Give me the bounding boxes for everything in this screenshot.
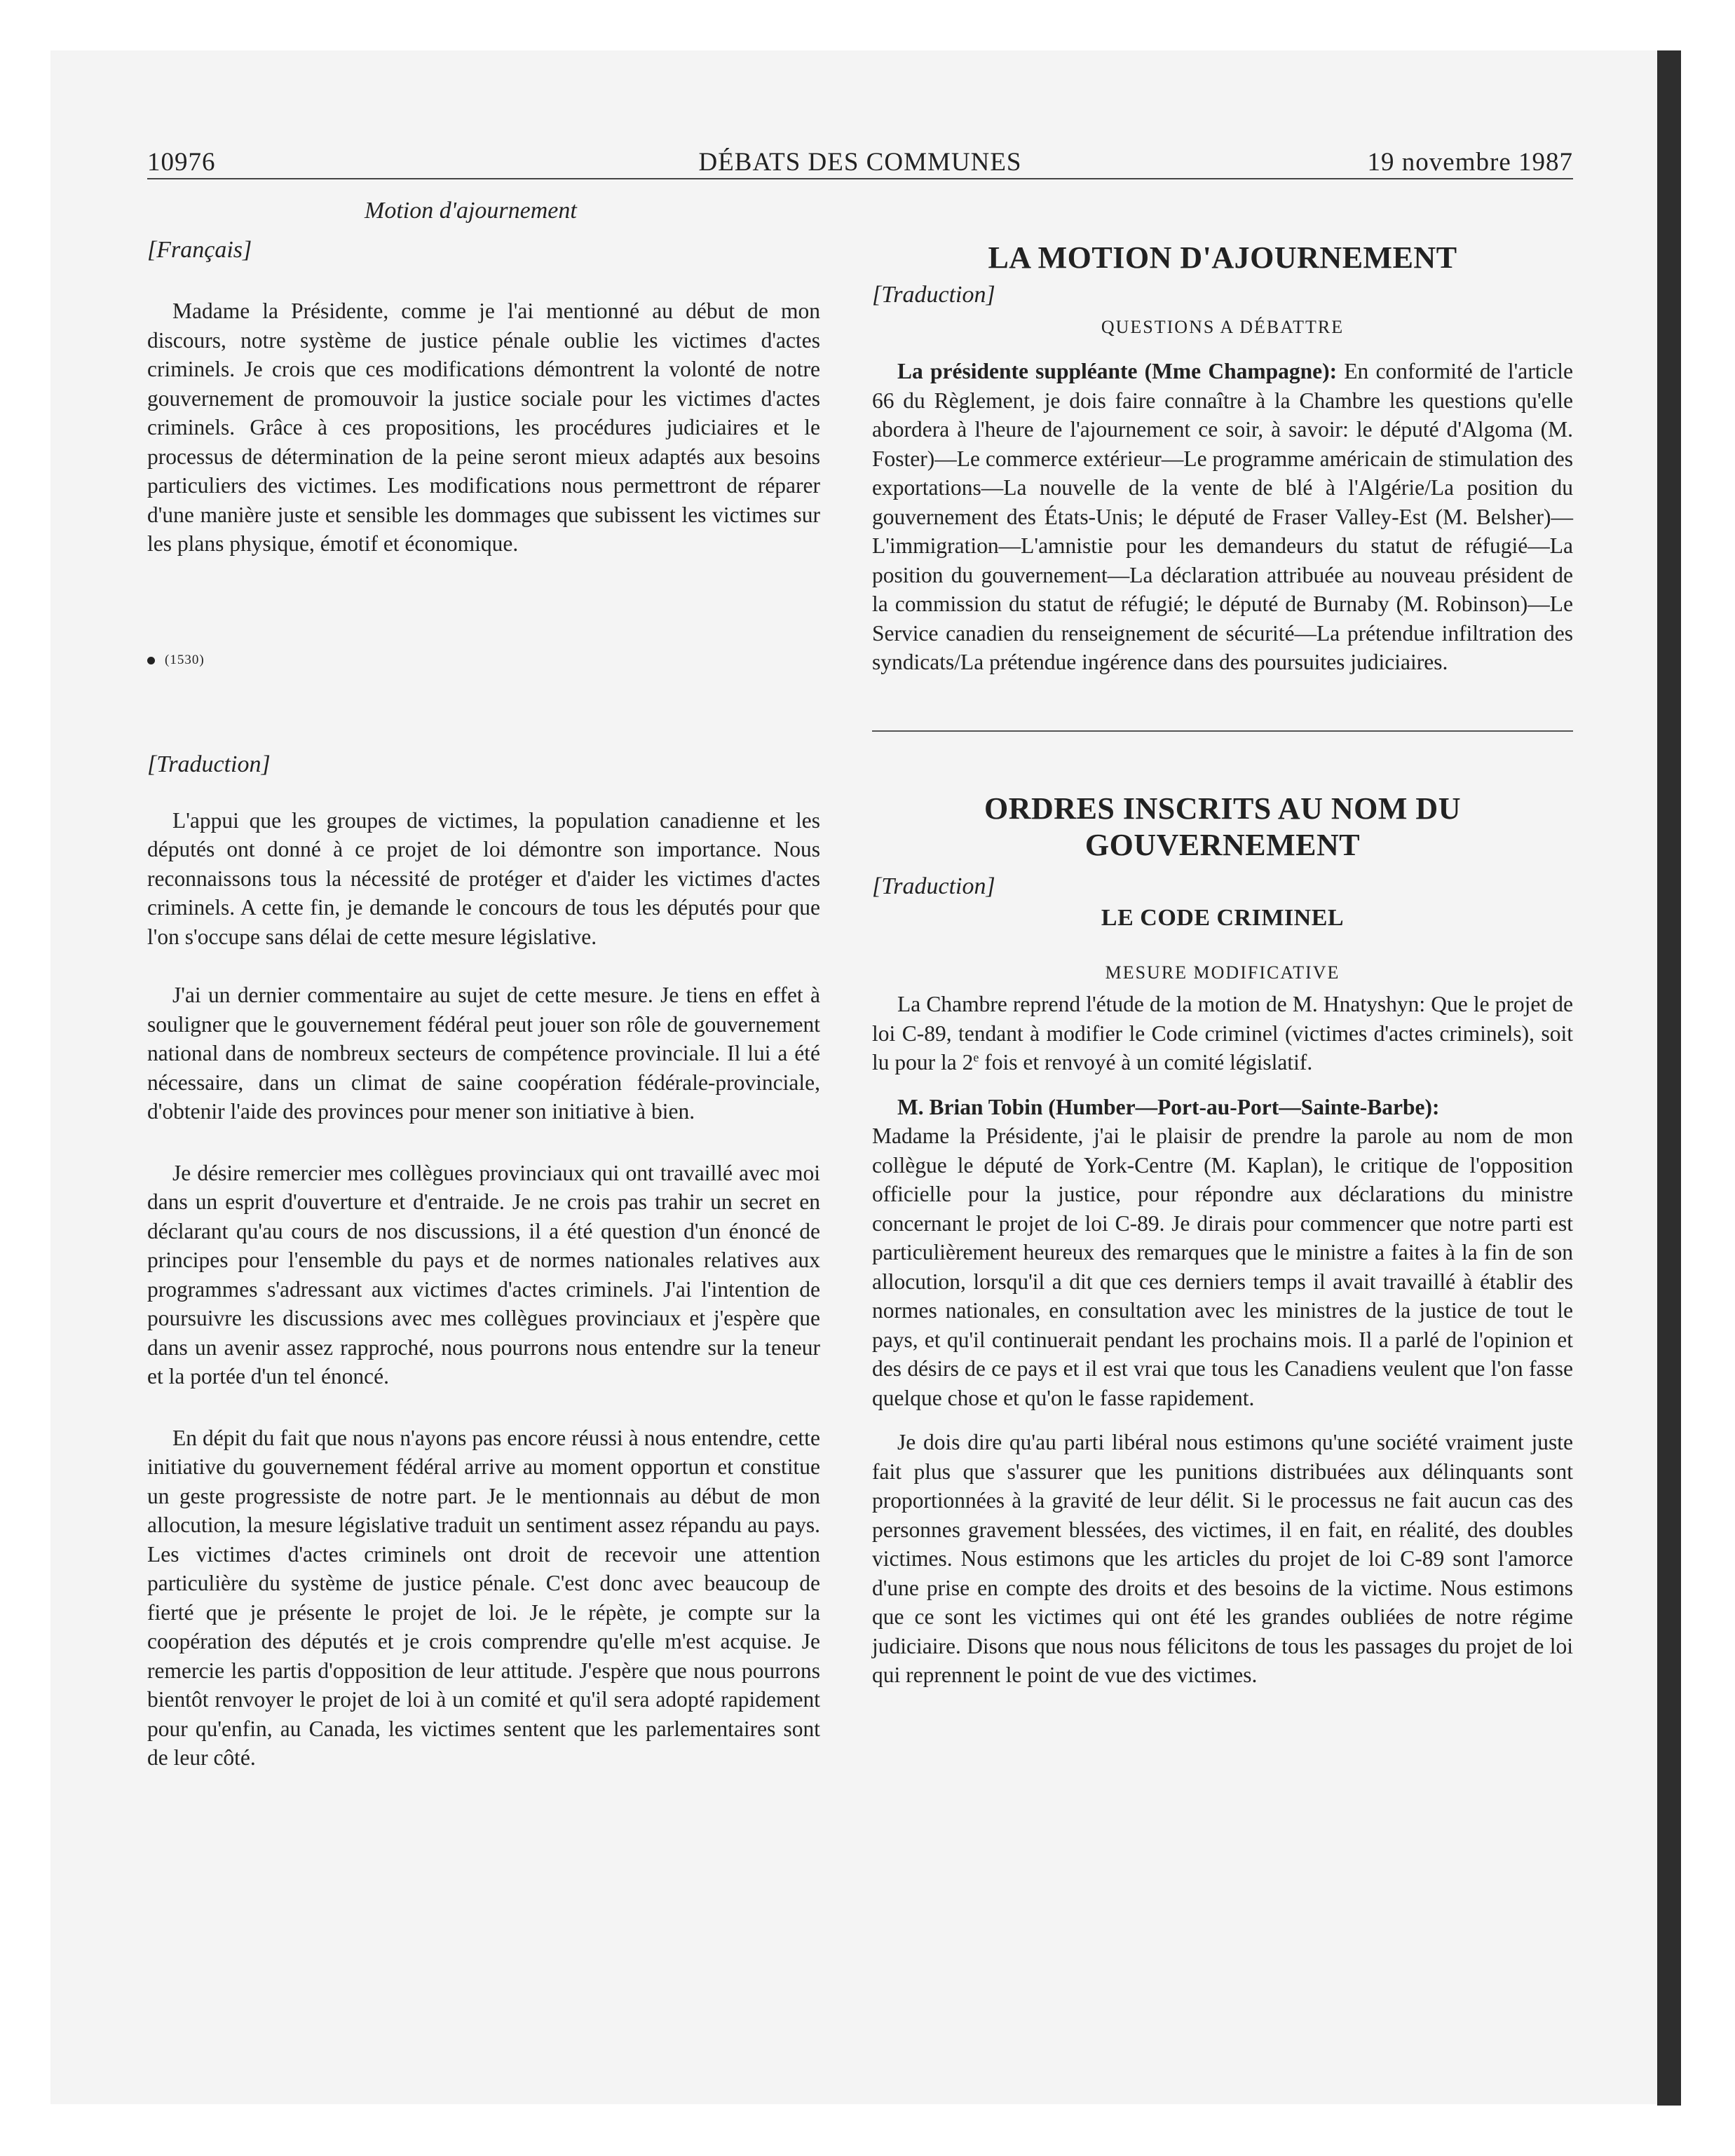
section-divider <box>872 730 1573 732</box>
language-tag-francais: [Français] <box>147 236 252 263</box>
paragraph-speaker-2-heading <box>872 1093 1573 1122</box>
subhead-questions: QUESTIONS A DÉBATTRE <box>1101 316 1345 337</box>
language-tag-traduction: [Traduction] <box>147 751 271 777</box>
subhead-mesure-modificative: MESURE MODIFICATIVE <box>1105 962 1340 983</box>
motion-text-a: La Chambre reprend l'étude de la motion de M. Hnatyshyn: Que le projet de loi C-89, tendant à modifier le Code criminel (victimes d'actes criminels), soit lu pour la 2 <box>872 992 1573 1074</box>
paragraph-5: En dépit du fait que nous n'ayons pas encore réussi à nous entendre, cette initiative du gouvernement fédéral arrive au moment opportun et constitue un geste progressiste de notre part. Je le mentionnais au début de mon allocution, la mesure législative traduit un sentiment assez répandu au pays. Les victimes d'actes criminels ont droit de recevoir une attention particulière du système de justice pénale. C'est donc avec beaucoup de fierté que je présente le projet de loi. Je le répète, je compte sur la coopération des députés et je crois comprendre qu'elle m'est acquise. Je remercie les partis d'opposition de leur attitude. J'espère que nous pourrons bientôt renvoyer le projet de loi à un comité et qu'il sera adopté rapidement pour qu'enfin, au Canada, les victimes sentent que les parlementaires sont de leur côté. <box>147 1425 820 1770</box>
publication-title: DÉBATS DES COMMUNES <box>698 148 1022 177</box>
left-column <box>147 196 820 1773</box>
heading-code-criminel: LE CODE CRIMINEL <box>1101 905 1345 931</box>
header-rule <box>147 178 1573 179</box>
heading-motion-ajournement: LA MOTION D'AJOURNEMENT <box>988 240 1457 275</box>
running-head: Motion d'ajournement <box>365 198 577 224</box>
motion-superscript: e <box>973 1050 979 1065</box>
language-tag-traduction-2: [Traduction] <box>872 873 995 899</box>
page-number: 10976 <box>147 148 216 177</box>
page-date: 19 novembre 1987 <box>1367 148 1573 177</box>
time-marker-label: (1530) <box>165 652 205 667</box>
speaker-name-1: La présidente suppléante (Mme Champagne): <box>897 359 1338 383</box>
right-column <box>872 196 1573 1690</box>
paragraph-motion <box>872 990 1573 1077</box>
heading-ordres-inscrits: ORDRES INSCRITS AU NOM DU GOUVERNEMENT <box>984 791 1461 862</box>
paragraph-4: Je désire remercier mes collègues provinciaux qui ont travaillé avec moi dans un esprit d'ouverture et d'entraide. Je ne crois pas trahir un secret en déclarant qu'au cours de nos discussions, il a été question d'un énoncé de principes pour l'ensemble du pays et de normes nationales relatives aux programmes s'adressant aux victimes d'actes criminels. J'ai l'intention de poursuivre les discussions avec mes collègues provinciaux et j'espère que dans un avenir assez rapproché, nous pourrons nous entendre sur la teneur et la portée d'un tel énoncé. <box>147 1160 820 1389</box>
page-header <box>147 147 1573 179</box>
speaker-1-text: En conformité de l'article 66 du Règlement, je dois faire connaître à la Chambre les questions qu'elle abordera à l'heure de l'ajournement ce soir, à savoir: le député d'Algoma (M. Foster)—Le commerce extérieur—Le programme américain de stimulation des exportations—La nouvelle de la vente de blé à l'Algérie/La position du gouvernement des États-Unis; le député de Fraser Valley-Est (M. Belsher)—L'immigration—L'amnistie pour les demandeurs du statut de réfugié—La position du gouvernement—La déclaration attribuée au nouveau président de la commission du statut de réfugié; le député de Burnaby (M. Robinson)—Le Service canadien du renseignement de sécurité—La prétendue infiltration des syndicats/La prétendue ingérence dans des poursuites judiciaires. <box>872 359 1573 674</box>
paragraph-3: J'ai un dernier commentaire au sujet de cette mesure. Je tiens en effet à souligner que le gouvernement fédéral peut jouer son rôle de gouvernement national dans de nombreux secteurs de compétence provinciale. Il lui a été nécessaire, dans un climat de saine coopération fédérale-provinciale, d'obtenir l'aide des provinces pour mener son initiative à bien. <box>147 983 820 1124</box>
paragraph-speaker-1 <box>872 357 1573 677</box>
paragraph-speaker-2-cont: Je dois dire qu'au parti libéral nous estimons qu'une société vraiment juste fait plus que s'assurer que les punitions distribuées aux délinquants sont proportionnées à la gravité de leur délit. Si le processus ne fait aucun cas des personnes gravement blessées, des victimes, il en fait, en réalité, des doubles victimes. Nous estimons que les articles du projet de loi C-89 sont l'amorce d'une prise en compte des droits et des besoins de la victime. Nous estimons que ce sont les victimes qui ont été les grandes oubliées de notre régime judiciaire. Disons que nous nous félicitons de tous les passages du projet de loi qui reprennent le point de vue des victimes. <box>872 1430 1573 1687</box>
paragraph-2: L'appui que les groupes de victimes, la population canadienne et les députés ont donné à ce projet de loi démontre son importance. Nous reconnaissons tous la nécessité de protéger et d'aider les victimes d'actes criminels. A cette fin, je demande le concours de tous les députés pour que l'on s'occupe sans délai de cette mesure législative. <box>147 807 820 949</box>
bullet-dot-icon <box>147 657 155 664</box>
speaker-name-2: M. Brian Tobin (Humber—Port-au-Port—Sainte-Barbe): <box>897 1094 1440 1119</box>
paragraph-speaker-2: Madame la Présidente, j'ai le plaisir de prendre la parole au nom de mon collègue le député de York-Centre (M. Kaplan), le critique de l'opposition officielle pour la justice, pour répondre aux déclarations du ministre concernant le projet de loi C-89. Je dirais pour commencer que notre parti est particulièrement heureux des remarques que le ministre a faites à la fin de son allocution, lorsqu'il a dit que ces derniers temps il avait travaillé à établir des normes nationales, en consultation avec les ministres de la justice de tout le pays, et qu'il continuerait pendant les prochains mois. Il a parlé de l'opinion et des désirs de ce pays et il est vrai que tous les Canadiens veulent que l'on fasse quelque chose et qu'on le fasse rapidement. <box>872 1124 1573 1410</box>
language-tag-traduction-1: [Traduction] <box>872 282 995 308</box>
paragraph-1: Madame la Présidente, comme je l'ai mentionné au début de mon discours, notre système de justice pénale oublie les victimes d'actes criminels. Je crois que ces modifications démontrent la volonté de notre gouvernement de promouvoir la justice sociale pour les victimes d'actes criminels. Grâce à ces propositions, les procédures judiciaires et le processus de détermination de la peine seront mieux adaptés aux besoins particuliers des victimes. Les modifications nous permettront de réparer d'une manière juste et sensible les dommages que subissent les victimes sur les plans physique, émotif et économique. <box>147 299 820 556</box>
motion-text-b: fois et renvoyé à un comité législatif. <box>979 1050 1313 1074</box>
time-marker <box>147 646 820 675</box>
scan-edge-shadow <box>1657 50 1681 2106</box>
